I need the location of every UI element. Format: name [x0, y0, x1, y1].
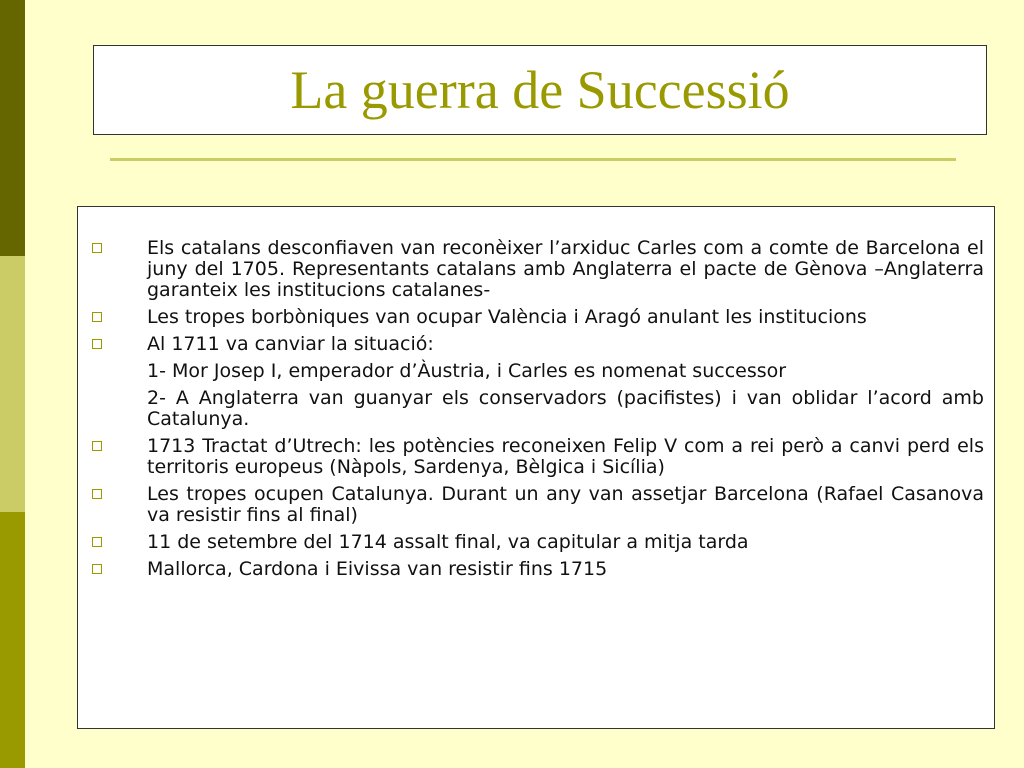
decorative-stripe-top: [0, 0, 25, 256]
list-item: [78, 484, 994, 526]
title-underline: [110, 158, 956, 161]
decorative-stripe-bottom: [0, 512, 25, 768]
square-bullet-icon: [92, 489, 102, 499]
square-bullet-icon: [92, 564, 102, 574]
square-bullet-icon: [92, 312, 102, 322]
sub-list-item: [78, 361, 994, 382]
bullet-text: Al 1711 va canviar la situació:: [147, 333, 434, 355]
square-bullet-icon: [92, 441, 102, 451]
sub-list-item: [78, 388, 994, 430]
square-bullet-icon: [92, 537, 102, 547]
slide-title: La guerra de Successió: [290, 60, 790, 120]
list-item: [78, 532, 994, 553]
square-bullet-icon: [92, 243, 102, 253]
list-item: [78, 307, 994, 328]
content-box: [77, 206, 995, 729]
list-item: [78, 238, 994, 301]
list-item: [78, 334, 994, 355]
square-bullet-icon: [92, 339, 102, 349]
bullet-text: Les tropes borbòniques van ocupar València i Aragó anulant les institucions: [147, 306, 867, 328]
decorative-stripe-middle: [0, 256, 25, 512]
bullet-text: 11 de setembre del 1714 assalt final, va capitular a mitja tarda: [147, 531, 749, 553]
title-box: [93, 45, 987, 135]
bullet-text: Les tropes ocupen Catalunya. Durant un any van assetjar Barcelona (Rafael Casanova va resistir fins al final): [147, 483, 984, 526]
list-item: [78, 559, 994, 580]
bullet-text: 1- Mor Josep I, emperador d’Àustria, i Carles es nomenat successor: [147, 360, 787, 382]
bullet-text: Mallorca, Cardona i Eivissa van resistir fins 1715: [147, 558, 608, 580]
bullet-text: 1713 Tractat d’Utrech: les potències reconeixen Felip V com a rei però a canvi perd els territoris europeus (Nàpols, Sardenya, Bèlgica i Sicília): [147, 435, 984, 478]
bullet-text: Els catalans desconfiaven van reconèixer l’arxiduc Carles com a comte de Barcelona el juny del 1705. Representants catalans amb Anglaterra el pacte de Gènova –Anglaterra garanteix les institucions catalanes-: [147, 237, 984, 301]
list-item: [78, 436, 994, 478]
bullet-text: 2- A Anglaterra van guanyar els conservadors (pacifistes) i van oblidar l’acord amb Catalunya.: [147, 387, 984, 430]
bullet-list: [78, 238, 994, 586]
